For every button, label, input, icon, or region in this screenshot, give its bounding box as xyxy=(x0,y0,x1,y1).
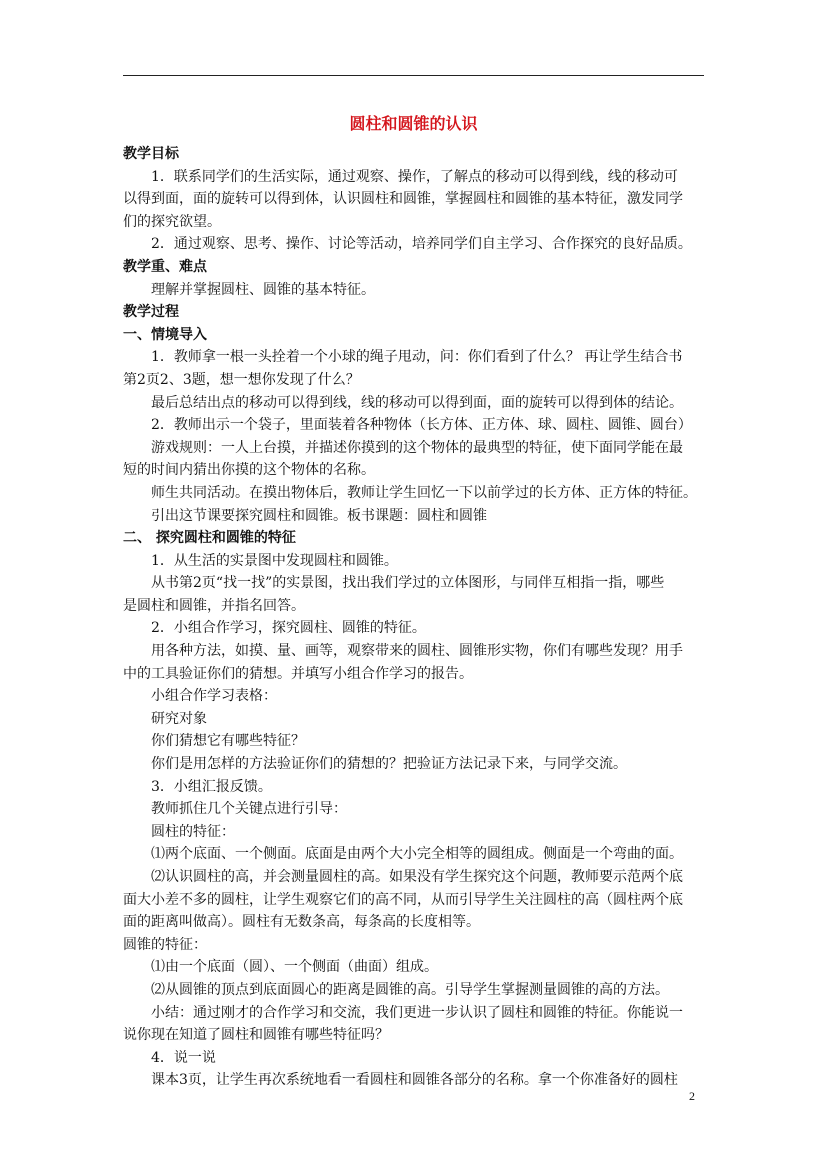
section-heading: 教学目标 xyxy=(123,146,179,162)
text-line: 4．说一说 xyxy=(151,1049,216,1066)
text-line: 1．教师拿一根一头拴着一个小球的绳子甩动，问：你们看到了什么？ 再让学生结合书 xyxy=(151,349,683,366)
text-line: 2．教师出示一个袋子，里面装着各种物体（长方体、正方体、球、圆柱、圆锥、圆台） xyxy=(151,417,692,434)
text-line: 师生共同活动。在摸出物体后，教师让学生回忆一下以前学过的长方体、正方体的特征。 xyxy=(151,484,697,501)
text-line: ⑴由一个底面（圆）、一个侧面（曲面）组成。 xyxy=(151,959,438,976)
text-line: 游戏规则：一人上台摸，并描述你摸到的这个物体的最典型的特征，使下面同学能在最 xyxy=(151,439,683,456)
section-heading: 教学重、难点 xyxy=(123,258,207,275)
text-line: 小组合作学习表格： xyxy=(151,688,277,705)
text-line: 用各种方法，如摸、量、画等，观察带来的圆柱、圆锥形实物，你们有哪些发现？用手 xyxy=(151,643,683,660)
header-rule xyxy=(123,75,704,76)
text-line: 2．通过观察、思考、操作、讨论等活动，培养同学们自主学习、合作探究的良好品质。 xyxy=(151,236,692,253)
text-line: 圆柱的特征： xyxy=(151,823,235,840)
text-line: 中的工具验证你们的猜想。并填写小组合作学习的报告。 xyxy=(123,665,473,682)
text-line: ⑵认识圆柱的高，并会测量圆柱的高。如果没有学生探究这个问题，教师要示范两个底 xyxy=(151,869,683,885)
text-line: 从书第2页“找一找”的实景图，找出我们学过的立体图形，与同伴互相指一指，哪些 xyxy=(151,575,665,592)
text-line: ⑵从圆锥的顶点到底面圆心的距离是圆锥的高。引导学生掌握测量圆锥的高的方法。 xyxy=(151,981,669,998)
text-line: 你们是用怎样的方法验证你们的猜想的？把验证方法记录下来，与同学交流。 xyxy=(151,756,627,773)
text-line: 课本3页，让学生再次系统地看一看圆柱和圆锥各部分的名称。拿一个你准备好的圆柱 xyxy=(151,1072,678,1089)
text-line: 2．小组合作学习，探究圆柱、圆锥的特征。 xyxy=(151,620,426,637)
section-heading: 一、情境导入 xyxy=(123,326,207,343)
text-line: 1．从生活的实景图中发现圆柱和圆锥。 xyxy=(151,552,398,569)
text-line: ⑴两个底面、一个侧面。底面是由两个大小完全相等的圆组成。侧面是一个弯曲的面。 xyxy=(151,846,683,863)
section-heading: 二、 探究圆柱和圆锥的特征 xyxy=(123,530,296,547)
text-line: 说你现在知道了圆柱和圆锥有哪些特征吗？ xyxy=(123,1027,389,1044)
page-number: 2 xyxy=(689,1089,695,1103)
text-line: 是圆柱和圆锥，并指名回答。 xyxy=(123,597,305,614)
text-line: 面的距离叫做高）。圆柱有无数条高，每条高的长度相等。 xyxy=(123,914,480,931)
text-line: 面大小差不多的圆柱，让学生观察它们的高不同，从而引导学生关注圆柱的高（圆柱两个底 xyxy=(123,891,683,908)
text-line: 最后总结出点的移动可以得到线，线的移动可以得到面，面的旋转可以得到体的结论。 xyxy=(151,394,683,411)
text-line: 以得到面，面的旋转可以得到体，认识圆柱和圆锥，掌握圆柱和圆锥的基本特征，激发同学 xyxy=(123,191,683,208)
text-line: 第2页2、3题，想一想你发现了什么？ xyxy=(123,371,360,388)
text-line: 理解并掌握圆柱、圆锥的基本特征。 xyxy=(151,281,375,298)
text-line: 你们猜想它有哪些特征？ xyxy=(151,733,305,750)
page-title: 圆柱和圆锥的认识 xyxy=(349,114,478,133)
text-line: 研究对象 xyxy=(151,710,207,727)
text-line: 们的探究欲望。 xyxy=(123,213,221,230)
text-line: 引出这节课要探究圆柱和圆锥。板书课题：圆柱和圆锥 xyxy=(151,507,487,524)
text-line: 教师抓住几个关键点进行引导： xyxy=(151,801,347,818)
text-line: 1．联系同学们的生活实际，通过观察、操作，了解点的移动可以得到线，线的移动可 xyxy=(151,168,678,185)
document-body xyxy=(123,143,704,1092)
text-line: 短的时间内猜出你摸的这个物体的名称。 xyxy=(123,462,375,479)
text-line: 3．小组汇报反馈。 xyxy=(151,778,272,795)
text-line: 小结：通过刚才的合作学习和交流，我们更进一步认识了圆柱和圆锥的特征。你能说一 xyxy=(151,1004,683,1021)
text-line: 圆锥的特征： xyxy=(123,936,207,953)
section-heading: 教学过程 xyxy=(123,304,179,321)
